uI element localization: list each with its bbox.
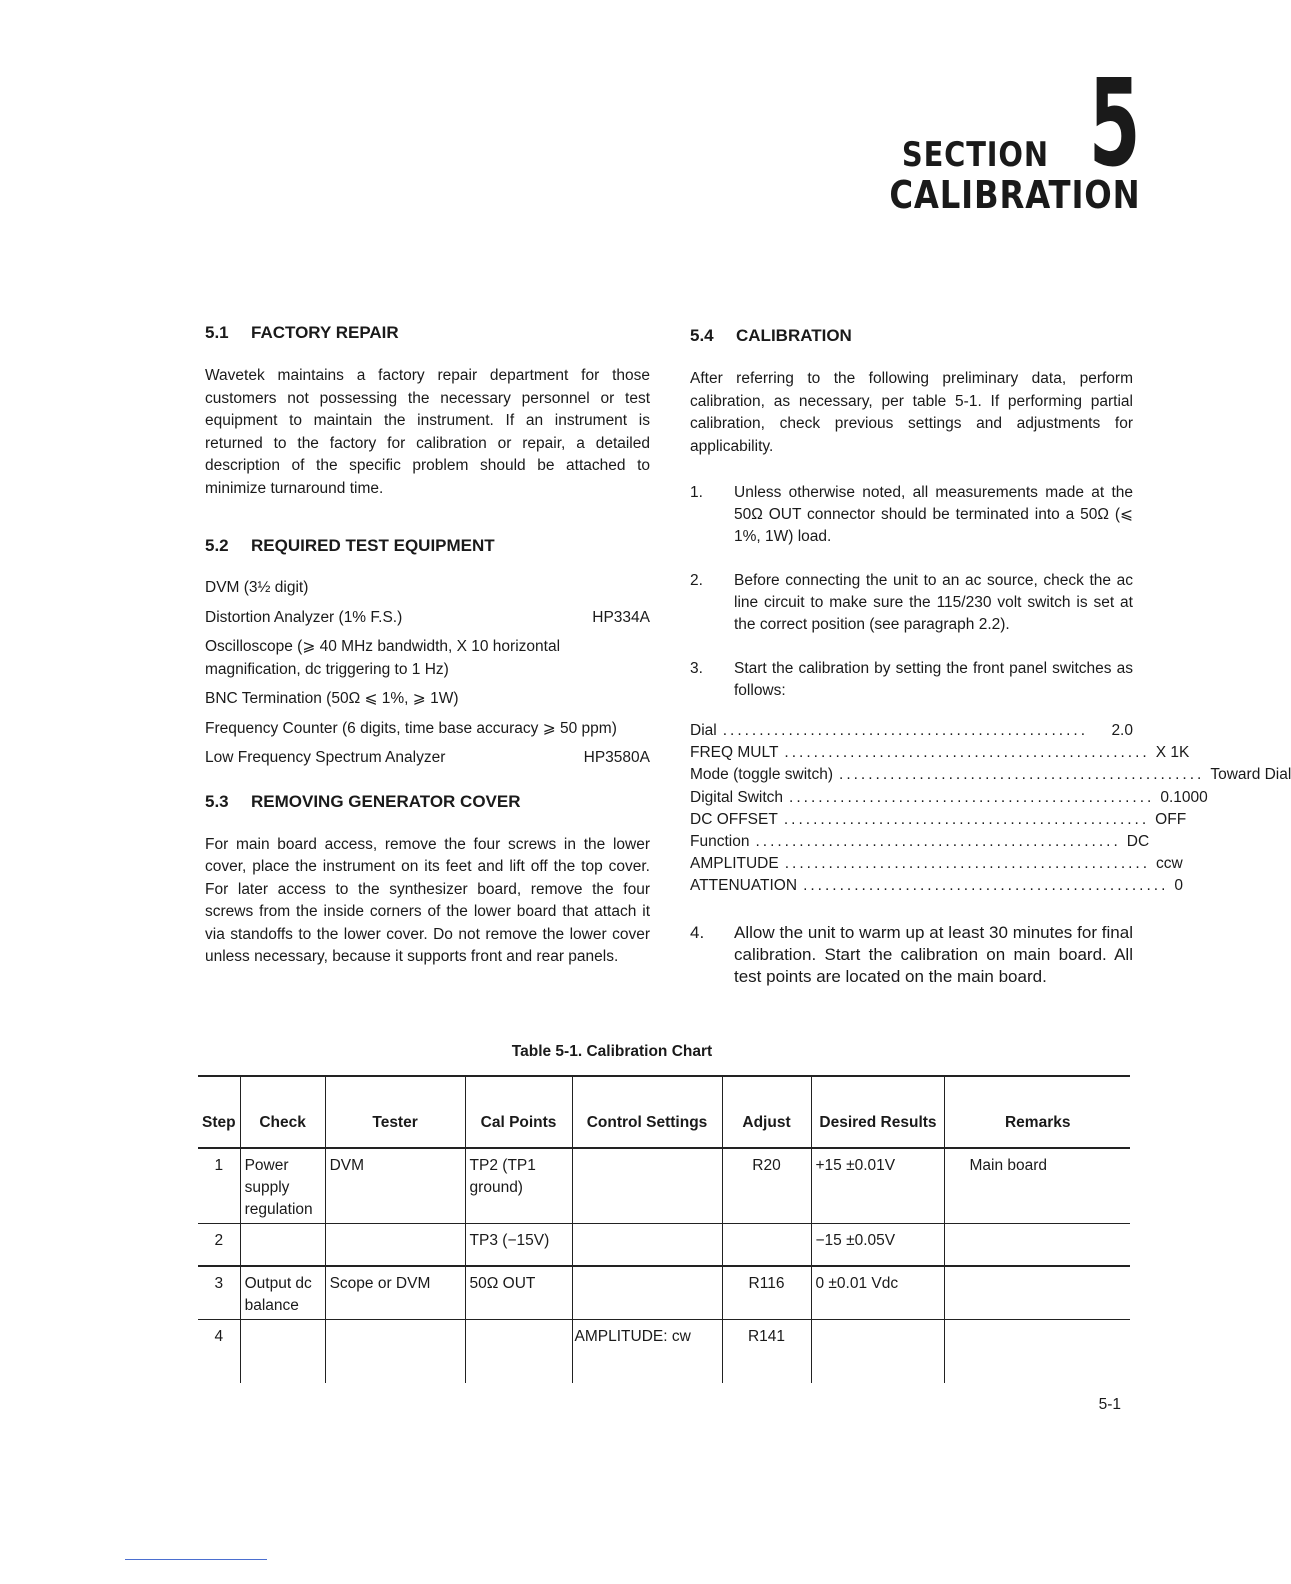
table-row: 1 Power supply regulation DVM TP2 (TP1 ground) R20 +15 ±0.01V Main board [198,1148,1130,1224]
heading-5-2 [205,536,650,556]
heading-5-3 [205,792,650,812]
table-header-row [198,1076,1130,1148]
heading-5-1 [205,323,650,343]
heading-number: 5.4 [690,326,714,345]
step-item: 2. Before connecting the unit to an ac source, check the ac line circuit to make sure the 115/230 volt switch is set at the correct position (see paragraph 2.2). [690,572,1133,633]
heading-number: 5.3 [205,791,229,811]
calibration-table [198,1075,1130,1383]
setting-row: Dial .................................................. 2.0 [690,722,1133,739]
step-item: 1. Unless otherwise noted, all measurements made at the 50Ω OUT connector should be terminated into a 50Ω (⩽ 1%, 1W) load. [690,484,1133,545]
factory-repair-text: Wavetek maintains a factory repair department for those customers not possessing the necessary personnel or test equipment to maintain the instrument. If an instrument is returned to the factory for calibration or repair, a detailed description of the specific problem should be attached to minimize turnaround time. [205,367,650,497]
table-caption: Table 5-1. Calibration Chart [511,1043,713,1060]
page-number: 5-1 [1098,1396,1121,1413]
right-column [690,326,1291,988]
equipment-item: Oscilloscope (⩾ 40 MHz bandwidth, X 10 horizontal magnification, dc triggering to 1 Hz) [205,638,561,678]
heading-title: REMOVING GENERATOR COVER [251,791,521,811]
equipment-item: Distortion Analyzer (1% F.S.) HP334A [205,608,650,626]
header-remarks: Remarks [945,1076,1130,1148]
equipment-item: DVM (3½ digit) [205,579,309,596]
calibration-intro: After referring to the following preliminary data, perform calibration, as necessary, per table 5-1. If performing partial calibration, check previous settings and adjustments for applicability. [690,370,1133,455]
equipment-item: BNC Termination (50Ω ⩽ 1%, ⩾ 1W) [205,690,459,707]
table-row: 3 Output dc balance Scope or DVM 50Ω OUT R116 0 ±0.01 Vdc [198,1266,1130,1320]
heading-5-4 [690,326,1133,346]
setting-row: Function .................................................. DC [690,833,1150,851]
equipment-item: Frequency Counter (6 digits, time base accuracy ⩾ 50 ppm) [205,719,617,737]
setting-row: DC OFFSET .................................................. OFF [690,810,1187,828]
section-title: CALIBRATION [888,172,1140,217]
equipment-list [205,577,650,770]
heading-number: 5.2 [205,536,229,555]
equipment-item: Low Frequency Spectrum Analyzer HP3580A [205,749,650,766]
section-word: SECTION [901,134,1049,175]
header-cal-points: Cal Points [465,1076,572,1148]
header-desired-results: Desired Results [811,1076,945,1148]
left-column [205,323,650,969]
setting-row: Mode (toggle switch) .................................................. Toward Dial [690,766,1291,784]
header-tester: Tester [325,1076,465,1148]
front-panel-settings [690,720,1291,898]
setting-row: FREQ MULT .................................................. X 1K [690,744,1190,762]
header-control-settings: Control Settings [572,1076,722,1148]
section-number: 5 [1088,55,1140,194]
header-adjust: Adjust [722,1076,811,1148]
step-item: 4. Allow the unit to warm up at least 30 minutes for final calibration. Start the calibration on main board. All test points are located on the main board. [690,922,1133,986]
setting-row: AMPLITUDE .................................................. ccw [690,855,1183,873]
setting-row: Digital Switch .................................................. 0.1000 [690,788,1208,806]
header-check: Check [240,1076,325,1148]
heading-number: 5.1 [205,323,229,342]
heading-title: REQUIRED TEST EQUIPMENT [251,536,495,555]
setting-row: ATTENUATION .................................................. 0 [690,877,1184,895]
header-step: Step [198,1076,240,1148]
table-row: 2 TP3 (−15V) −15 ±0.05V [198,1224,1130,1266]
section-header [845,55,1141,217]
heading-title: FACTORY REPAIR [251,323,399,342]
step-item: 3. Start the calibration by setting the front panel switches as follows: [690,660,1133,699]
heading-title: CALIBRATION [736,326,852,345]
cover-removal-text: For main board access, remove the four screws in the lower cover, place the instrument on its feet and lift off the top cover. For later access to the synthesizer board, remove the four screws from the inside corners of the lower board that attach it via standoffs to the lower cover. Do not remove the lower cover unless necessary, because it supports front and rear panels. [205,835,650,965]
table-row: 4 AMPLITUDE: cw R141 [198,1319,1130,1383]
footer-rule [125,1559,267,1560]
